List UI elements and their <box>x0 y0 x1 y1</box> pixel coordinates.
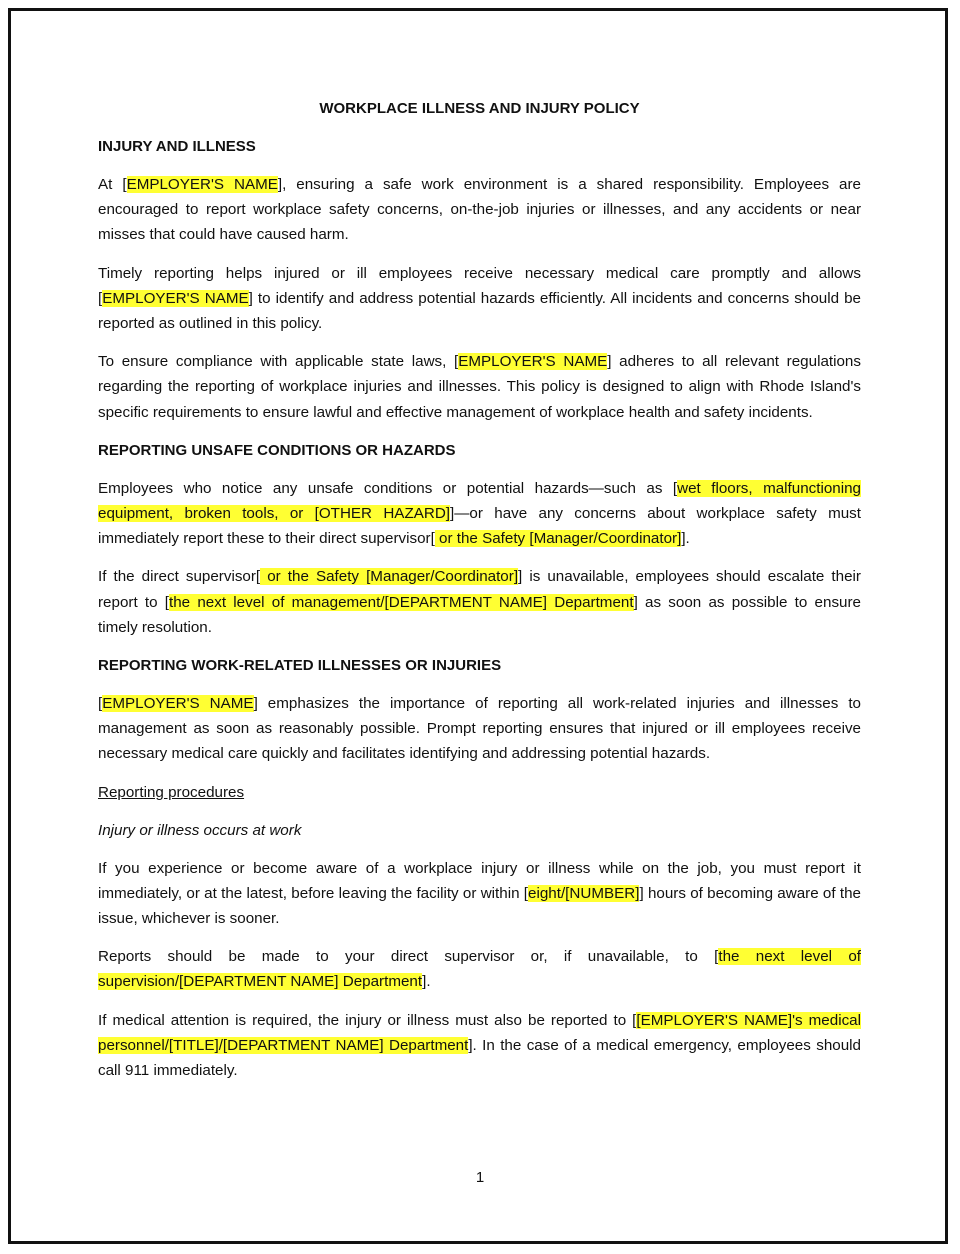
subheading-injury-at-work: Injury or illness occurs at work <box>98 821 302 839</box>
section-heading-injury-illness: INJURY AND ILLNESS <box>98 138 256 155</box>
text-run: If medical attention is required, the injury or illness must also be reported to [ <box>98 1011 637 1029</box>
text-run: ] to identify and address potential hazards efficiently. All incidents and concerns should be reported as outlined in this policy. <box>98 289 861 333</box>
placeholder-hazard-examples: wet floors, malfunctioning equipment, broken tools, or [OTHER HAZARD] <box>98 479 861 523</box>
paragraph-escalation <box>98 564 861 640</box>
document-title: WORKPLACE ILLNESS AND INJURY POLICY <box>319 100 640 117</box>
text-run: ] hours of becoming aware of the issue, whichever is sooner. <box>98 884 861 928</box>
placeholder-employer-name: EMPLOYER'S NAME <box>102 695 254 713</box>
text-run: ]—or have any concerns about workplace safety must immediately report these to their direct supervisor[ <box>98 505 861 548</box>
paragraph-timely-reporting <box>98 261 861 337</box>
text-run: If you experience or become aware of a workplace injury or illness while on the job, you must report it immediately, or at the latest, before leaving the facility or within [ <box>98 859 861 902</box>
section-heading-unsafe-conditions: REPORTING UNSAFE CONDITIONS OR HAZARDS <box>98 441 456 459</box>
paragraph-medical-attention <box>98 1008 861 1084</box>
text-run: Employees who notice any unsafe conditions or potential hazards—such as [ <box>98 479 678 497</box>
text-run: ] emphasizes the importance of reporting all work-related injuries and illnesses to management as soon as reasonably possible. Prompt reporting ensures that injured or ill employees receive necessary medical care quickly and facilitates identifying and addressing potential hazards. <box>98 695 861 763</box>
text-run: ] as soon as possible to ensure timely resolution. <box>98 593 861 636</box>
text-run: ] is unavailable, employees should escalate their report to [ <box>98 568 861 611</box>
placeholder-hours-number: eight/[NUMBER] <box>528 884 640 902</box>
text-run: Reports should be made to your direct supervisor or, if unavailable, to [ <box>98 948 719 966</box>
text-run: [ <box>98 695 103 713</box>
paragraph-unsafe-conditions <box>98 476 861 552</box>
paragraph-shared-responsibility <box>98 172 861 248</box>
text-run: At [ <box>98 176 127 193</box>
placeholder-employer-name: EMPLOYER'S NAME <box>126 176 278 193</box>
placeholder-safety-manager: or the Safety [Manager/Coordinator] <box>434 530 682 548</box>
text-run: ], ensuring a safe work environment is a shared responsibility. Employees are encouraged to report workplace safety concerns, on-the-job injuries or illnesses, and any accidents or near misses that could have caused harm. <box>98 176 861 244</box>
paragraph-compliance <box>98 349 861 425</box>
text-run: ] adheres to all relevant regulations regarding the reporting of workplace injuries and illnesses. This policy is designed to align with Rhode Island's specific requirements to ensure lawful and effective management of workplace health and safety incidents. <box>98 353 861 421</box>
paragraph-report-recipient <box>98 944 861 994</box>
text-run: To ensure compliance with applicable state laws, [ <box>98 353 459 371</box>
placeholder-next-level-supervision: the next level of supervision/[DEPARTMENT NAME] Department <box>98 948 861 991</box>
placeholder-safety-manager: or the Safety [Manager/Coordinator] <box>260 568 519 586</box>
text-run: ]. <box>681 530 690 548</box>
subheading-reporting-procedures: Reporting procedures <box>98 783 245 801</box>
section-heading-work-related: REPORTING WORK-RELATED ILLNESSES OR INJURIES <box>98 657 502 675</box>
paragraph-reporting-importance <box>98 691 861 767</box>
text-run: ]. In the case of a medical emergency, employees should call 911 immediately. <box>98 1036 861 1080</box>
page-number: 1 <box>475 1169 485 1186</box>
paragraph-report-timing <box>98 856 861 932</box>
placeholder-next-level-management: the next level of management/[DEPARTMENT NAME] Department <box>169 593 634 611</box>
text-run: If the direct supervisor[ <box>98 568 261 586</box>
placeholder-employer-name: EMPLOYER'S NAME <box>458 353 608 371</box>
placeholder-employer-name: EMPLOYER'S NAME <box>102 289 249 307</box>
document-body <box>98 96 861 1096</box>
text-run: ]. <box>422 973 431 991</box>
placeholder-medical-personnel: [EMPLOYER'S NAME]'s medical personnel/[TITLE]/[DEPARTMENT NAME] Department <box>98 1011 861 1054</box>
text-run: Timely reporting helps injured or ill employees receive necessary medical care promptly and allows [ <box>98 264 861 307</box>
